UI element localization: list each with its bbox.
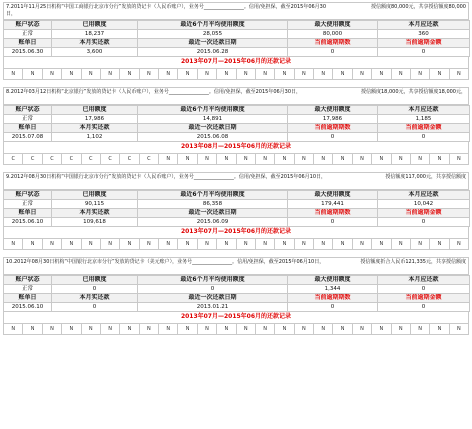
repayment-status-cell: N [295, 154, 314, 164]
table-header-row [4, 124, 470, 133]
repayment-status-cell: N [353, 324, 372, 334]
repayment-status-cell: N [353, 239, 372, 249]
repayment-status-cell: N [198, 239, 217, 249]
account-intro [3, 257, 469, 275]
table-cell: 10,042 [378, 200, 470, 209]
column-header: 账户状态 [4, 191, 52, 200]
column-header: 账单日 [4, 124, 52, 133]
account-table [3, 20, 470, 57]
repayment-status-cell: C [82, 154, 101, 164]
repayment-status-cell: N [333, 69, 352, 79]
column-header: 本月应还款 [378, 21, 470, 30]
credit-card-account-block [3, 172, 469, 250]
repayment-status-cell: N [178, 324, 197, 334]
table-value-row [4, 30, 470, 39]
table-cell: 2015.06.10 [4, 303, 52, 312]
table-cell: 28,055 [138, 30, 288, 39]
table-cell: 1,344 [288, 285, 378, 294]
column-header: 最大使用额度 [288, 106, 378, 115]
column-header: 账单日 [4, 39, 52, 48]
repayment-status-cell: N [43, 239, 62, 249]
repayment-status-cell: N [4, 69, 23, 79]
column-header: 最近一次还款日期 [138, 124, 288, 133]
repayment-status-cell: N [372, 154, 391, 164]
table-cell: 109,618 [52, 218, 138, 227]
account-table [3, 275, 470, 312]
column-header: 账户状态 [4, 276, 52, 285]
repayment-status-cell: N [430, 154, 449, 164]
repayment-status-cell: C [43, 154, 62, 164]
column-header: 当前逾期金额 [378, 124, 470, 133]
repayment-status-cell: N [411, 154, 430, 164]
repayment-status-cell: N [275, 324, 294, 334]
repayment-status-cell: N [411, 324, 430, 334]
repayment-status-cell: N [372, 69, 391, 79]
repayment-status-cell: N [256, 154, 275, 164]
table-cell: 17,986 [288, 115, 378, 124]
column-header: 当前逾期期数 [288, 124, 378, 133]
table-header-row [4, 191, 470, 200]
table-value-row [4, 133, 470, 142]
repayment-status-cell: N [217, 154, 236, 164]
repayment-status-cell: N [392, 154, 411, 164]
repayment-history-grid [3, 238, 469, 250]
table-header-row [4, 294, 470, 303]
table-value-row [4, 200, 470, 209]
repayment-status-cell: N [256, 69, 275, 79]
table-cell: 14,891 [138, 115, 288, 124]
credit-card-account-block [3, 257, 469, 335]
credit-card-account-block [3, 87, 469, 165]
repayment-status-cell: N [372, 239, 391, 249]
repayment-status-cell: N [237, 324, 256, 334]
account-description: 10.2012年08月30日机构“中国银行北京市分行”发放的贷记卡（美元账户），业务号________________。信用/免担保，截至2015年06月10日， [6, 259, 325, 265]
column-header: 最大使用额度 [288, 21, 378, 30]
table-cell: 正常 [4, 200, 52, 209]
repayment-status-cell: N [217, 239, 236, 249]
column-header: 本月实还款 [52, 124, 138, 133]
column-header: 最近6个月平均使用额度 [138, 21, 288, 30]
table-cell: 0 [288, 218, 378, 227]
column-header: 已用额度 [52, 106, 138, 115]
repayment-status-cell: N [23, 239, 42, 249]
column-header: 本月应还款 [378, 191, 470, 200]
table-cell: 17,986 [52, 115, 138, 124]
column-header: 当前逾期期数 [288, 39, 378, 48]
repayment-status-cell: N [23, 69, 42, 79]
account-intro [3, 2, 469, 20]
repayment-status-cell: N [178, 69, 197, 79]
repayment-status-cell: N [82, 324, 101, 334]
repayment-status-cell: N [353, 69, 372, 79]
repayment-history-grid [3, 323, 469, 335]
column-header: 账户状态 [4, 21, 52, 30]
column-header: 本月实还款 [52, 209, 138, 218]
repayment-status-cell: N [314, 69, 333, 79]
account-description: 9.2012年08月30日机构“中国银行北京市分行”发放的贷记卡（人民币账户），业务号________________。信用/免担保，截至2015年06月10日， [6, 174, 327, 180]
repayment-status-cell: N [256, 324, 275, 334]
repayment-status-cell: N [295, 324, 314, 334]
table-cell: 2015.06.09 [138, 218, 288, 227]
repayment-status-cell: N [140, 239, 159, 249]
table-cell: 2015.07.08 [4, 133, 52, 142]
repayment-status-cell: N [120, 239, 139, 249]
account-intro [3, 87, 469, 105]
table-cell: 1,185 [378, 115, 470, 124]
table-cell: 2015.06.10 [4, 218, 52, 227]
table-cell: 3,600 [52, 48, 138, 57]
repayment-status-cell: C [62, 154, 81, 164]
table-cell: 0 [288, 133, 378, 142]
column-header: 账单日 [4, 209, 52, 218]
repayment-status-cell: N [456, 156, 461, 162]
account-table [3, 105, 470, 142]
repayment-status-cell: N [314, 239, 333, 249]
column-header: 本月应还款 [378, 106, 470, 115]
table-value-row [4, 285, 470, 294]
repayment-status-cell: N [62, 239, 81, 249]
table-cell: 0 [288, 303, 378, 312]
repayment-status-cell: N [314, 324, 333, 334]
table-cell: 2015.06.08 [138, 133, 288, 142]
repayment-status-cell: C [140, 154, 159, 164]
repayment-status-cell: N [275, 69, 294, 79]
block-spacer [3, 165, 469, 172]
column-header: 最近6个月平均使用额度 [138, 276, 288, 285]
credit-limit-text: 授信额度117,000元，共享授信额度 [385, 174, 466, 180]
repayment-status-cell: N [159, 239, 178, 249]
repayment-status-cell: N [159, 69, 178, 79]
column-header: 最大使用额度 [288, 191, 378, 200]
table-header-row [4, 209, 470, 218]
repayment-status-cell: N [333, 239, 352, 249]
account-table [3, 190, 470, 227]
repayment-status-cell: N [314, 154, 333, 164]
column-header: 本月实还款 [52, 294, 138, 303]
column-header: 已用额度 [52, 276, 138, 285]
column-header: 账户状态 [4, 106, 52, 115]
column-header: 本月实还款 [52, 39, 138, 48]
repayment-status-cell: N [411, 69, 430, 79]
table-cell: 0 [378, 285, 470, 294]
repayment-status-cell: N [456, 241, 461, 247]
column-header: 已用额度 [52, 21, 138, 30]
repayment-status-cell: C [101, 154, 120, 164]
table-cell: 0 [378, 218, 470, 227]
repayment-history-grid [3, 68, 469, 80]
repayment-status-cell: N [4, 239, 23, 249]
repayment-status-cell: N [43, 324, 62, 334]
repayment-status-cell: N [198, 324, 217, 334]
table-cell: 正常 [4, 30, 52, 39]
repayment-status-cell: N [333, 324, 352, 334]
repayment-status-cell: N [217, 324, 236, 334]
account-intro [3, 172, 469, 190]
repayment-status-cell: C [23, 154, 42, 164]
repayment-status-cell: N [140, 69, 159, 79]
repayment-status-cell: N [178, 239, 197, 249]
table-value-row [4, 48, 470, 57]
repayment-status-cell: N [217, 69, 236, 79]
repayment-status-cell: N [275, 154, 294, 164]
repayment-status-cell: N [256, 239, 275, 249]
repayment-status-cell: N [159, 154, 178, 164]
column-header: 最近一次还款日期 [138, 209, 288, 218]
table-cell: 0 [378, 133, 470, 142]
repayment-status-cell: N [411, 239, 430, 249]
repayment-status-cell: N [392, 324, 411, 334]
repayment-history-title: 2013年07月—2015年06月的还款记录 [3, 312, 469, 323]
block-spacer [3, 80, 469, 87]
credit-limit-text: 授信额度18,000元，共享授信额度18,000元， [361, 89, 466, 95]
table-header-row [4, 39, 470, 48]
table-cell: 2015.06.28 [138, 48, 288, 57]
repayment-status-cell: N [237, 239, 256, 249]
repayment-history-grid [3, 153, 469, 165]
repayment-status-cell: N [353, 154, 372, 164]
account-description: 8.2012年03月12日机构“北京银行”发放的贷记卡（人民币账户），业务号________________。信用/免担保，截至2015年06月30日， [6, 89, 302, 95]
repayment-status-cell: N [237, 154, 256, 164]
repayment-status-cell: N [430, 239, 449, 249]
repayment-status-cell: N [101, 239, 120, 249]
table-header-row [4, 21, 470, 30]
repayment-status-cell: N [82, 239, 101, 249]
repayment-status-cell: N [333, 154, 352, 164]
column-header: 最近6个月平均使用额度 [138, 191, 288, 200]
repayment-status-cell: N [430, 69, 449, 79]
column-header: 当前逾期金额 [378, 294, 470, 303]
table-value-row [4, 218, 470, 227]
account-description: 7.2011年11月25日机构“中国工商银行北京市分行”发放的贷记卡（人民币账户），业务号________________。信用/免担保，截至2015年06月30日， [6, 4, 327, 17]
repayment-status-cell: N [237, 69, 256, 79]
repayment-status-cell: N [62, 324, 81, 334]
repayment-history-title: 2013年07月—2015年06月的还款记录 [3, 227, 469, 238]
column-header: 当前逾期金额 [378, 39, 470, 48]
repayment-status-cell: N [295, 239, 314, 249]
repayment-status-cell: N [101, 324, 120, 334]
table-cell: 0 [378, 48, 470, 57]
repayment-status-cell: N [23, 324, 42, 334]
repayment-status-cell: N [198, 69, 217, 79]
table-cell: 90,115 [52, 200, 138, 209]
repayment-status-cell: N [43, 69, 62, 79]
repayment-status-cell: N [430, 324, 449, 334]
table-cell: 86,358 [138, 200, 288, 209]
column-header: 最近一次还款日期 [138, 294, 288, 303]
repayment-status-cell: N [101, 69, 120, 79]
repayment-status-cell: N [159, 324, 178, 334]
table-cell: 0 [52, 303, 138, 312]
table-cell: 0 [52, 285, 138, 294]
table-value-row [4, 303, 470, 312]
table-cell: 18,237 [52, 30, 138, 39]
repayment-status-cell: N [178, 154, 197, 164]
column-header: 最近6个月平均使用额度 [138, 106, 288, 115]
repayment-status-cell: C [120, 154, 139, 164]
column-header: 账单日 [4, 294, 52, 303]
repayment-status-cell: N [392, 69, 411, 79]
table-cell: 360 [378, 30, 470, 39]
table-cell: 0 [138, 285, 288, 294]
repayment-status-cell: N [372, 324, 391, 334]
table-cell: 2013.01.21 [138, 303, 288, 312]
table-header-row [4, 106, 470, 115]
table-cell: 正常 [4, 285, 52, 294]
column-header: 已用额度 [52, 191, 138, 200]
table-cell: 正常 [4, 115, 52, 124]
repayment-history-title: 2013年07月—2015年06月的还款记录 [3, 57, 469, 68]
column-header: 最大使用额度 [288, 276, 378, 285]
block-spacer [3, 250, 469, 257]
repayment-status-cell: N [120, 324, 139, 334]
repayment-status-cell: N [198, 154, 217, 164]
repayment-status-cell: N [275, 239, 294, 249]
repayment-status-cell: N [456, 326, 461, 332]
table-cell: 1,102 [52, 133, 138, 142]
repayment-status-cell: C [4, 154, 23, 164]
table-value-row [4, 115, 470, 124]
credit-card-account-block [3, 2, 469, 80]
table-cell: 0 [288, 48, 378, 57]
column-header: 当前逾期金额 [378, 209, 470, 218]
credit-limit-text: 授信额度折合人民币121,335元，共享授信额度 [360, 259, 466, 265]
repayment-status-cell: N [140, 324, 159, 334]
table-header-row [4, 276, 470, 285]
repayment-status-cell: N [4, 324, 23, 334]
table-cell: 80,000 [288, 30, 378, 39]
column-header: 本月应还款 [378, 276, 470, 285]
repayment-status-cell: N [392, 239, 411, 249]
repayment-status-cell: N [120, 69, 139, 79]
repayment-history-title: 2013年08月—2015年06月的还款记录 [3, 142, 469, 153]
repayment-status-cell: N [456, 71, 461, 77]
column-header: 当前逾期期数 [288, 294, 378, 303]
table-cell: 0 [378, 303, 470, 312]
repayment-status-cell: N [82, 69, 101, 79]
table-cell: 179,441 [288, 200, 378, 209]
column-header: 最近一次还款日期 [138, 39, 288, 48]
repayment-status-cell: N [62, 69, 81, 79]
repayment-status-cell: N [295, 69, 314, 79]
column-header: 当前逾期期数 [288, 209, 378, 218]
table-cell: 2015.06.30 [4, 48, 52, 57]
credit-limit-text: 授信额度80,000元，共享授信额度80,000 [371, 4, 466, 10]
